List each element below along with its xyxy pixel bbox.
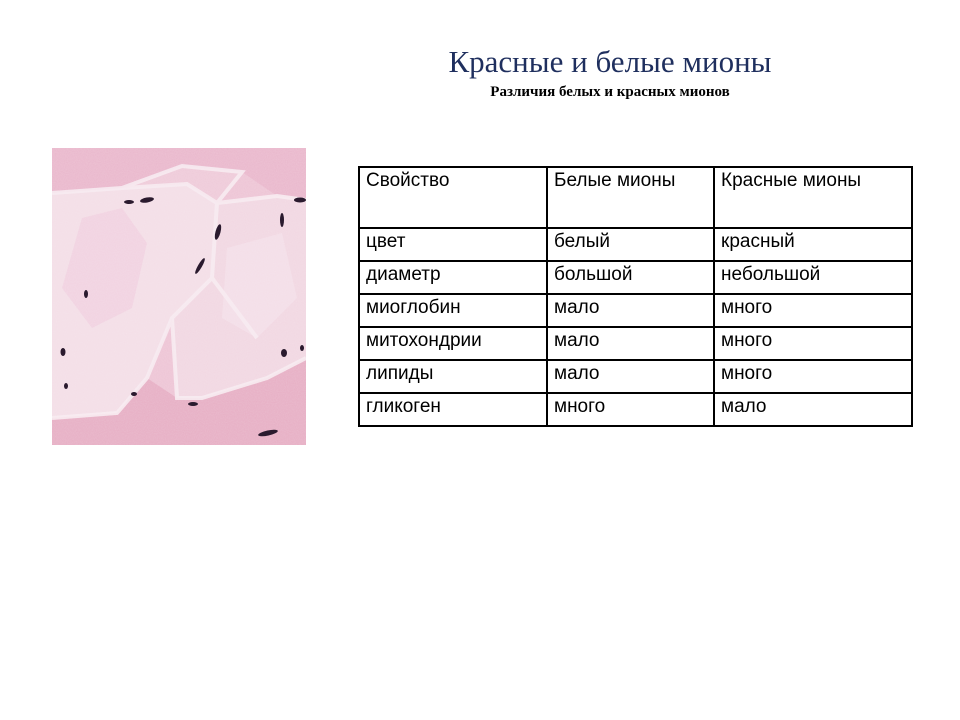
cell-red: мало [714,393,912,426]
slide-subtitle: Различия белых и красных мионов [490,84,730,100]
table-row [359,327,912,360]
cell-red: много [714,294,912,327]
header-white-myons: Белые мионы [547,167,714,228]
comparison-table [358,166,913,427]
table-row [359,294,912,327]
slide-title: Красные и белые мионы [448,44,772,79]
table-row [359,360,912,393]
cell-property: цвет [359,228,547,261]
header-property: Свойство [359,167,547,228]
header-red-myons: Красные мионы [714,167,912,228]
cell-red: много [714,327,912,360]
cell-red: небольшой [714,261,912,294]
cell-property: миоглобин [359,294,547,327]
table-row [359,261,912,294]
cell-white: мало [547,327,714,360]
cell-property: гликоген [359,393,547,426]
cell-property: диаметр [359,261,547,294]
table-header-row [359,167,912,228]
cell-red: много [714,360,912,393]
muscle-micrograph-image [52,148,306,445]
table-row [359,228,912,261]
cell-white: мало [547,294,714,327]
cell-property: липиды [359,360,547,393]
cell-property: митохондрии [359,327,547,360]
cell-white: мало [547,360,714,393]
cell-red: красный [714,228,912,261]
table-row [359,393,912,426]
cell-white: много [547,393,714,426]
cell-white: большой [547,261,714,294]
cell-white: белый [547,228,714,261]
